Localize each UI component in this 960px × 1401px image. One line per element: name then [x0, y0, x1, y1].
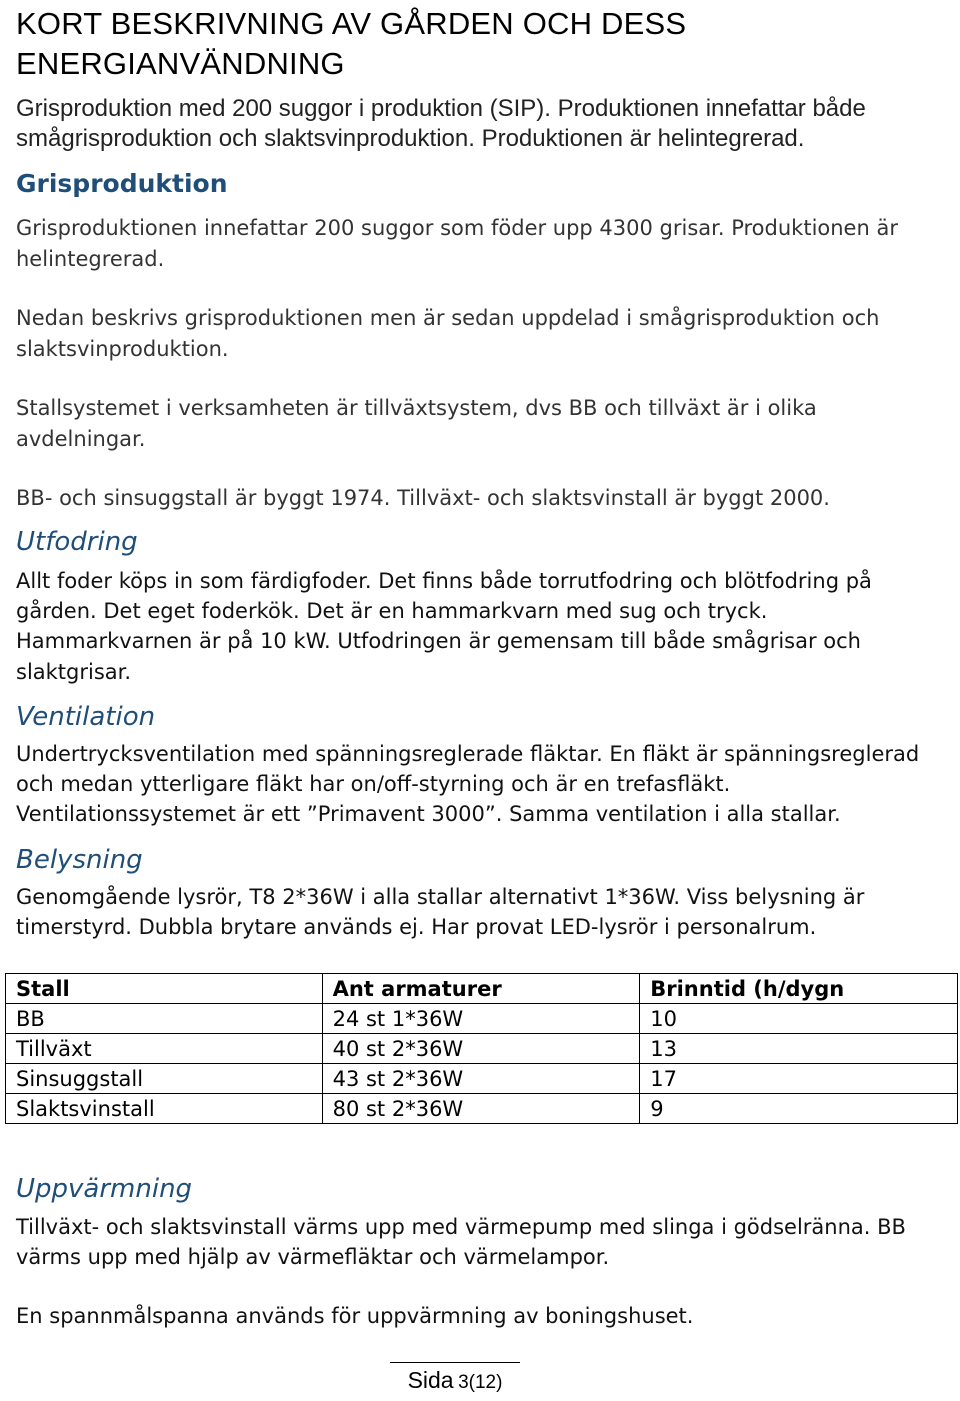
table-cell: 9 [640, 1094, 958, 1124]
table-cell: 17 [640, 1064, 958, 1094]
intro-line1: Grisproduktion med 200 suggor i produktion (SIP). Produktionen innefattar både [16, 95, 866, 122]
utfodring-heading: Utfodring [16, 527, 138, 557]
grisproduktion-heading: Grisproduktion [16, 169, 228, 198]
page-footer [390, 1362, 520, 1401]
uppvarmning-heading: Uppvärmning [16, 1174, 193, 1204]
grisproduktion-p1-line2: helintegrerad. [16, 247, 165, 271]
grisproduktion-p3-line1: Stallsystemet i verksamheten är tillväxtsystem, dvs BB och tillväxt är i olika [16, 396, 817, 420]
table-cell: Sinsuggstall [6, 1064, 323, 1094]
table-header-brinntid: Brinntid (h/dygn [640, 974, 958, 1004]
footer-page-number: 3(12) [458, 1372, 503, 1393]
utfodring-line3: Hammarkvarnen är på 10 kW. Utfodringen är gemensam till både smågrisar och [16, 629, 861, 653]
footer-sida-label: Sida [407, 1367, 454, 1393]
uppvarmning-line1: Tillväxt- och slaktsvinstall värms upp med värmepump med slinga i gödselränna. BB [16, 1215, 906, 1239]
page-title-line1: KORT BESKRIVNING AV GÅRDEN OCH DESS [16, 6, 687, 41]
table-row [6, 1064, 958, 1094]
utfodring-line2: gården. Det eget foderkök. Det är en hammarkvarn med sug och tryck. [16, 599, 768, 623]
table-cell: 43 st 2*36W [322, 1064, 640, 1094]
belysning-line2: timerstyrd. Dubbla brytare används ej. Har provat LED-lysrör i personalrum. [16, 915, 817, 939]
table-cell: 24 st 1*36W [322, 1004, 640, 1034]
grisproduktion-p2-line1: Nedan beskrivs grisproduktionen men är sedan uppdelad i smågrisproduktion och [16, 306, 880, 330]
ventilation-line2: och medan ytterligare fläkt har on/off-styrning och är en trefasfläkt. [16, 772, 731, 796]
utfodring-line4: slaktgrisar. [16, 660, 132, 684]
belysning-heading: Belysning [16, 845, 143, 875]
ventilation-line3: Ventilationssystemet är ett ”Primavent 3000”. Samma ventilation i alla stallar. [16, 802, 841, 826]
table-cell: 80 st 2*36W [322, 1094, 640, 1124]
table-cell: 40 st 2*36W [322, 1034, 640, 1064]
uppvarmning-line2: värms upp med hjälp av värmefläktar och värmelampor. [16, 1245, 610, 1269]
table-cell: 13 [640, 1034, 958, 1064]
ventilation-line1: Undertrycksventilation med spänningsreglerade fläktar. En fläkt är spänningsreglerad [16, 742, 920, 766]
intro-line2: smågrisproduktion och slaktsvinproduktion. Produktionen är helintegrerad. [16, 125, 805, 152]
table-header-stall: Stall [6, 974, 323, 1004]
table-row [6, 1004, 958, 1034]
table-cell: BB [6, 1004, 323, 1034]
ventilation-heading: Ventilation [16, 702, 156, 732]
table-row [6, 1094, 958, 1124]
table-header-row [6, 974, 958, 1004]
grisproduktion-p1-line1: Grisproduktionen innefattar 200 suggor som föder upp 4300 grisar. Produktionen är [16, 216, 898, 240]
table-row [6, 1034, 958, 1064]
lighting-table [5, 973, 958, 1124]
page-title-line2: ENERGIANVÄNDNING [16, 46, 345, 81]
table-cell: Tillväxt [6, 1034, 323, 1064]
table-header-ant-armaturer: Ant armaturer [322, 974, 640, 1004]
grisproduktion-p2-line2: slaktsvinproduktion. [16, 337, 229, 361]
utfodring-line1: Allt foder köps in som färdigfoder. Det finns både torrutfodring och blötfodring på [16, 569, 872, 593]
belysning-line1: Genomgående lysrör, T8 2*36W i alla stallar alternativt 1*36W. Viss belysning är [16, 885, 865, 909]
grisproduktion-p4-line1: BB- och sinsuggstall är byggt 1974. Tillväxt- och slaktsvinstall är byggt 2000. [16, 486, 830, 510]
uppvarmning-line3: En spannmålspanna används för uppvärmning av boningshuset. [16, 1304, 694, 1328]
grisproduktion-p3-line2: avdelningar. [16, 427, 146, 451]
table-cell: 10 [640, 1004, 958, 1034]
table-cell: Slaktsvinstall [6, 1094, 323, 1124]
